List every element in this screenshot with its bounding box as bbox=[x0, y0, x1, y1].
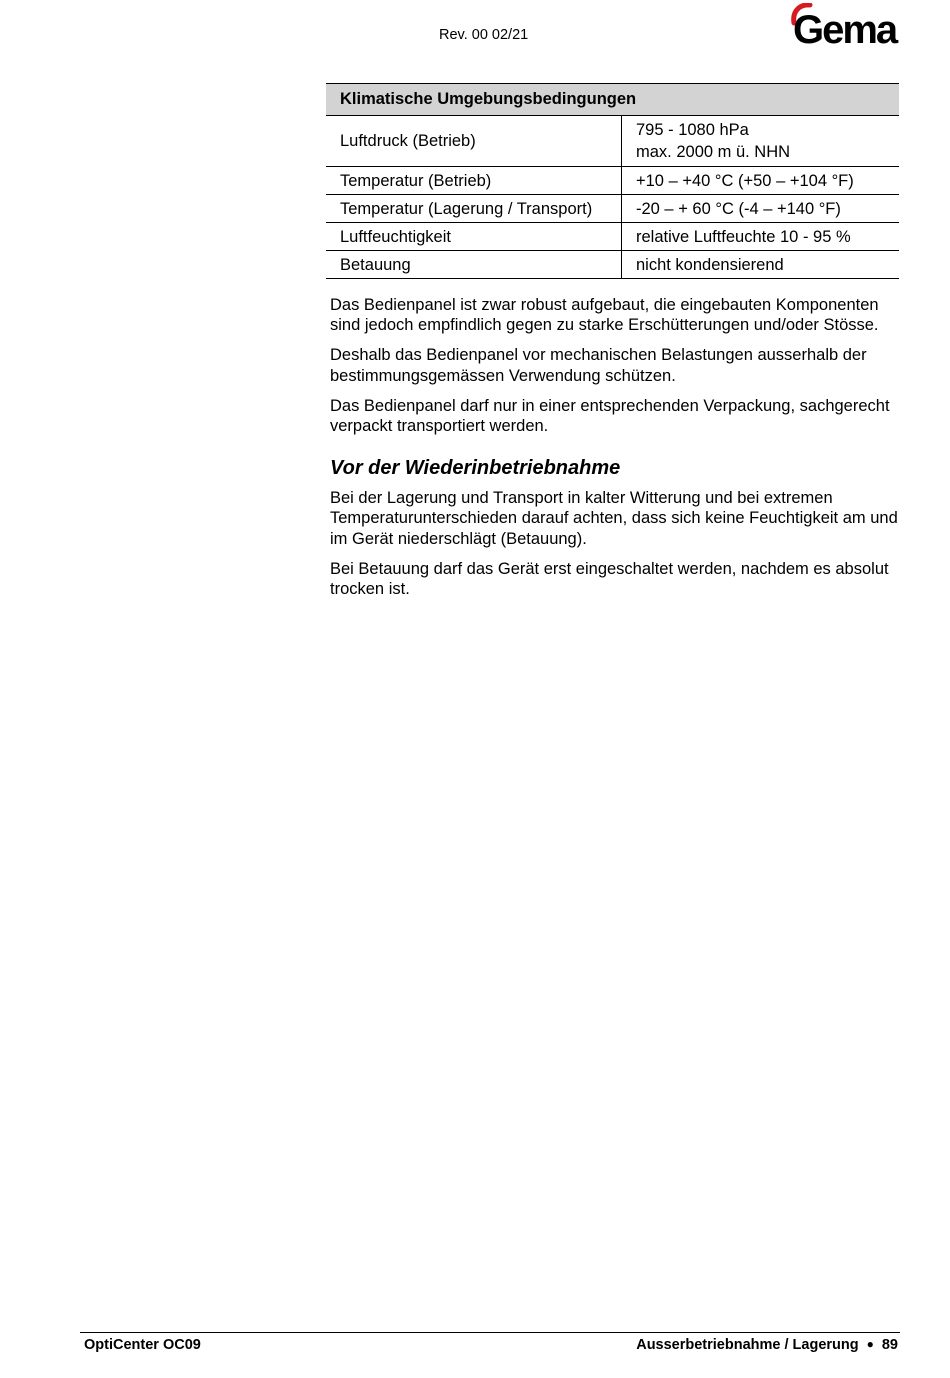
table-row bbox=[326, 223, 899, 251]
table-row bbox=[326, 195, 899, 223]
row-value-line: 795 - 1080 hPa bbox=[636, 121, 749, 139]
row-value: relative Luftfeuchte 10 - 95 % bbox=[622, 223, 900, 251]
row-value: nicht kondensierend bbox=[622, 251, 900, 279]
logo-text: Gema bbox=[793, 8, 897, 45]
page-number: 89 bbox=[881, 1337, 898, 1353]
body-text bbox=[330, 295, 905, 609]
row-label: Betauung bbox=[326, 251, 622, 279]
paragraph: Deshalb das Bedienpanel vor mechanischen Belastungen ausserhalb der bestimmungsgemässen Verwendung schützen. bbox=[330, 346, 867, 385]
table-row bbox=[326, 167, 899, 195]
footer-section-title: Ausserbetriebnahme / Lagerung bbox=[636, 1337, 859, 1353]
row-value-line: max. 2000 m ü. NHN bbox=[636, 143, 791, 161]
paragraph: Bei der Lagerung und Transport in kalter Witterung und bei extremen Temperaturunterschieden darauf achten, dass sich keine Feuchtigkeit am und im Gerät niederschlägt (Betauung). bbox=[330, 489, 898, 548]
row-label: Temperatur (Betrieb) bbox=[326, 167, 622, 195]
paragraph: Das Bedienpanel ist zwar robust aufgebaut, die eingebauten Komponenten sind jedoch empfindlich gegen zu starke Erschütterungen und/oder Stösse. bbox=[330, 296, 879, 335]
table-row bbox=[326, 116, 899, 167]
row-value: -20 – + 60 °C (-4 – +140 °F) bbox=[622, 195, 900, 223]
table-row bbox=[326, 251, 899, 279]
environment-conditions-table bbox=[326, 83, 899, 279]
row-value bbox=[622, 116, 900, 167]
section-heading: Vor der Wiederinbetriebnahme bbox=[330, 457, 621, 480]
revision-label: Rev. 00 02/21 bbox=[439, 27, 529, 43]
bullet-icon: ● bbox=[866, 1337, 874, 1351]
row-label: Temperatur (Lagerung / Transport) bbox=[326, 195, 622, 223]
table-title: Klimatische Umgebungsbedingungen bbox=[326, 84, 899, 116]
row-label: Luftfeuchtigkeit bbox=[326, 223, 622, 251]
row-value: +10 – +40 °C (+50 – +104 °F) bbox=[622, 167, 900, 195]
footer-section bbox=[636, 1337, 898, 1353]
footer-product: OptiCenter OC09 bbox=[84, 1337, 201, 1353]
gema-logo bbox=[790, 3, 900, 45]
paragraph: Bei Betauung darf das Gerät erst eingeschaltet werden, nachdem es absolut trocken ist. bbox=[330, 559, 889, 599]
row-label: Luftdruck (Betrieb) bbox=[326, 116, 622, 167]
footer-divider bbox=[80, 1332, 900, 1333]
paragraph: Das Bedienpanel darf nur in einer entsprechenden Verpackung, sachgerecht verpackt transportiert werden. bbox=[330, 396, 890, 436]
